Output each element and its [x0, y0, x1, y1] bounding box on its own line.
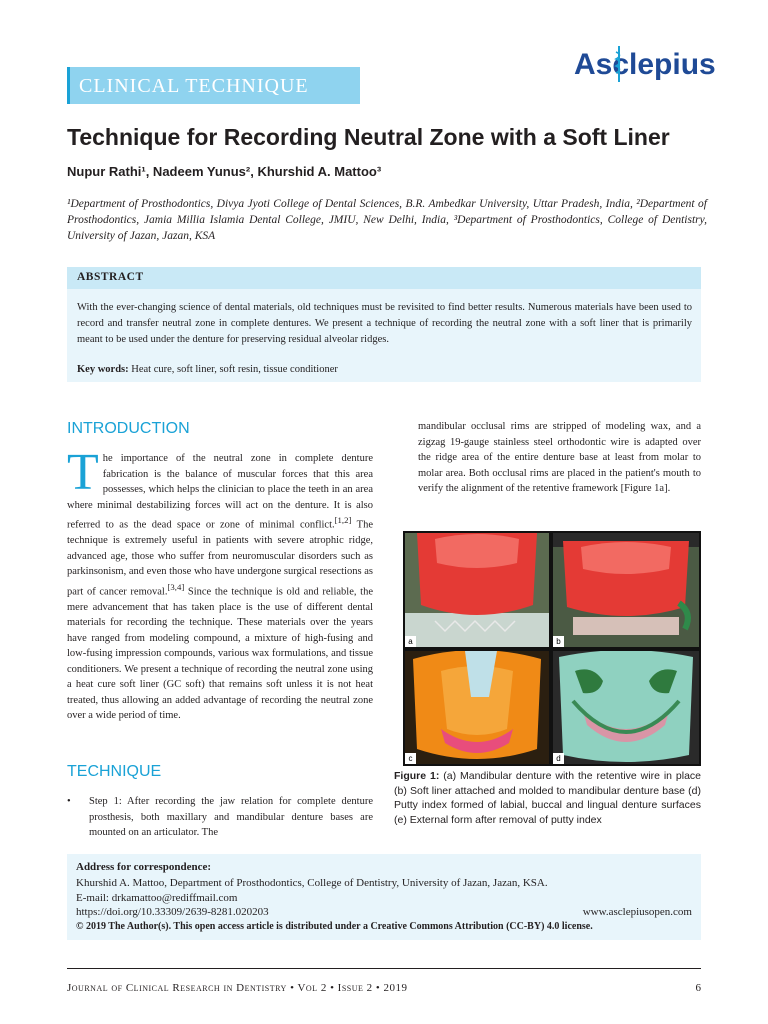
- rod-of-asclepius-icon: [612, 44, 626, 84]
- correspondence-heading: Address for correspondence:: [76, 861, 212, 873]
- soft-liner-photo: [553, 533, 699, 647]
- figure-1-caption: [394, 769, 701, 827]
- step-1-text: Step 1: After recording the jaw relation for complete denture prosthesis, both maxillary and mandibular denture bases are mounted on an articulator. The: [89, 796, 373, 838]
- footer-divider: [67, 968, 701, 969]
- panel-label-a: a: [405, 636, 416, 647]
- intro-text-part-c: Since the technique is old and reliable, the mere advancement that has taken place is the use of different dental materials for recording the technique. These materials over the years have ranged from modeling compound, a mixture of high-fusing and low-fusing impression compounds, various wax formulations, and tissue conditioners. We present a technique of recording the neutral zone using a heat cure soft liner (GC soft) that remains soft unless it is not heat treated, thus allowing an added advantage of recording the neutral zone over a wide period of time.: [67, 586, 373, 721]
- abstract-text: With the ever-changing science of dental materials, old techniques must be revisited to find better results. Numerous materials have been used to record and transfer neutral zone in complete dentures. We present a technique of recording the neutral zone with a soft liner that is primarily meant to be used under the denture for preserving residual alveolar ridges.: [77, 302, 692, 345]
- panel-label-b: b: [553, 636, 564, 647]
- technique-continued-text: mandibular occlusal rims are stripped of modeling wax, and a zigzag 19-gauge stainless steel orthodontic wire is adapted over the ridge area of the entire denture base at least from molar to molar area. Both occlusal rims are placed in the patient's mouth to verify the alignment of the retentive framework [Figure 1a].: [418, 421, 701, 494]
- license-notice: © 2019 The Author(s). This open access article is distributed under a Creative Commons Attribution (CC-BY) 4.0 license.: [76, 921, 593, 932]
- section-label: CLINICAL TECHNIQUE: [79, 75, 309, 97]
- panel-label-d: d: [553, 753, 564, 764]
- keywords-label: Key words:: [77, 364, 129, 375]
- publisher-logo[interactable]: [574, 42, 716, 92]
- external-form-photo: [553, 651, 699, 764]
- caption-label: Figure 1:: [394, 770, 440, 782]
- caption-text: (a) Mandibular denture with the retentive wire in place (b) Soft liner attached and molded to mandibular denture base (d) Putty index formed of labial, buccal and lingual denture surfaces (e) External form after removal of putty index: [394, 770, 702, 826]
- intro-text-part-b: The technique is extremely useful in patients with severe atrophic ridge, advanced age, those who suffer from neuromuscular disorders such as parkinsonism, and even those who have undergone surgical resections as part of cancer removal.: [67, 519, 373, 597]
- panel-label-c: c: [405, 753, 416, 764]
- technique-heading: TECHNIQUE: [67, 763, 162, 780]
- citation-3-4[interactable]: [3,4]: [167, 581, 185, 592]
- drop-cap: T: [67, 444, 99, 501]
- figure-panel-a[interactable]: [405, 533, 549, 647]
- introduction-heading: INTRODUCTION: [67, 420, 190, 437]
- correspondence-box: [67, 854, 701, 940]
- denture-wire-photo: [405, 533, 549, 647]
- correspondence-email[interactable]: E-mail: drkamattoo@rediffmail.com: [76, 892, 238, 904]
- figure-panel-d[interactable]: [553, 651, 699, 764]
- introduction-body: [67, 444, 373, 724]
- correspondence-address: Khurshid A. Mattoo, Department of Prosthodontics, College of Dentistry, University of Jazan, Jazan, KSA.: [76, 877, 548, 889]
- figure-panel-c[interactable]: [405, 651, 549, 764]
- publisher-url-link[interactable]: www.asclepiusopen.com: [582, 906, 692, 918]
- keywords-list: Heat cure, soft liner, soft resin, tissue conditioner: [128, 364, 338, 375]
- page-number: 6: [695, 982, 701, 994]
- putty-index-photo: [405, 651, 549, 764]
- abstract-header: [67, 267, 701, 289]
- section-banner: [67, 67, 360, 104]
- citation-1-2[interactable]: [1,2]: [334, 515, 352, 525]
- intro-text-part-a: he importance of the neutral zone in complete denture fabrication is the balance of muscular forces that this area possesses, which helps the clinician to place the teeth in an area where minimal destabilizing forces will act on the denture. It is also referred to as the dead space or zone of minimal conflict.: [67, 453, 373, 531]
- technique-step-1: [67, 794, 373, 841]
- keywords: [77, 364, 338, 375]
- abstract-heading: ABSTRACT: [77, 271, 144, 283]
- author-affiliations: ¹Department of Prosthodontics, Divya Jyoti College of Dental Sciences, B.R. Ambedkar University, Uttar Pradesh, India, ²Department of Prosthodontics, Jamia Millia Islamia Dental College, JMIU, New Delhi, India, ³Department of Prosthodontics, College of Dentistry, University of Jazan, Jazan, KSA: [67, 198, 707, 242]
- figure-1[interactable]: [403, 531, 701, 766]
- abstract-box: [67, 267, 701, 382]
- author-list: Nupur Rathi¹, Nadeem Yunus², Khurshid A. Mattoo³: [67, 164, 382, 179]
- article-title: Technique for Recording Neutral Zone with a Soft Liner: [67, 124, 670, 150]
- doi-link[interactable]: https://doi.org/10.33309/2639-8281.020203: [76, 906, 269, 918]
- logo-text: Asclepius: [574, 48, 716, 81]
- bullet: •: [67, 796, 71, 807]
- figure-panel-b[interactable]: [553, 533, 699, 647]
- footer-journal-info: Journal of Clinical Research in Dentistry • Vol 2 • Issue 2 • 2019: [67, 982, 408, 994]
